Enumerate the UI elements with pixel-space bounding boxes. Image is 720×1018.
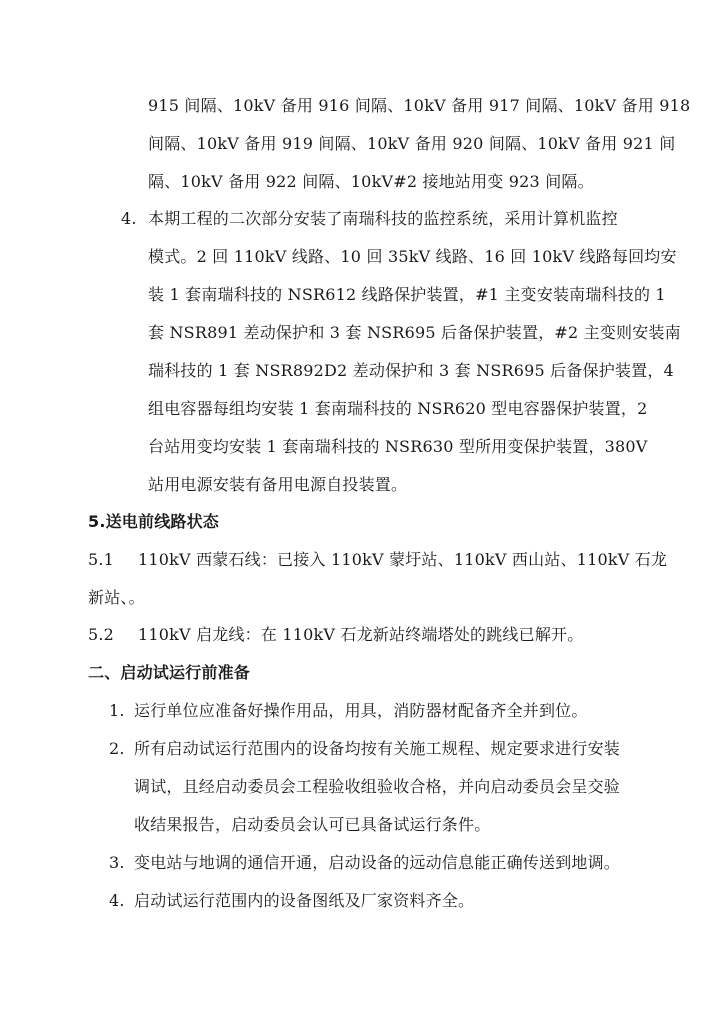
- paragraph-line: 站用电源安装有备用电源自投装置。: [148, 475, 408, 494]
- paragraph-line: 变电站与地调的通信开通，启动设备的远动信息能正确传送到地调。: [134, 853, 621, 872]
- paragraph-line: 运行单位应准备好操作用品，用具，消防器材配备齐全并到位。: [134, 701, 588, 720]
- paragraph-line: 模式。2 回 110kV 线路、10 回 35kV 线路、16 回 10kV 线路每回均安: [148, 247, 677, 266]
- section-heading: 5.送电前线路状态: [88, 512, 220, 531]
- paragraph-line: 组电容器每组均安装 1 套南瑞科技的 NSR620 型电容器保护装置，2: [148, 399, 648, 418]
- section-number: 5.1: [88, 550, 115, 569]
- list-number: 1.: [109, 701, 125, 720]
- paragraph-line: 间隔、10kV 备用 919 间隔、10kV 备用 920 间隔、10kV 备用 921 间: [148, 134, 676, 153]
- list-number: 4.: [121, 209, 137, 228]
- paragraph-line: 所有启动试运行范围内的设备均按有关施工规程、规定要求进行安装: [134, 739, 621, 758]
- paragraph-line: 套 NSR891 差动保护和 3 套 NSR695 后备保护装置，#2 主变则安装南: [148, 323, 681, 342]
- paragraph-line: 装 1 套南瑞科技的 NSR612 线路保护装置，#1 主变安装南瑞科技的 1: [148, 285, 666, 304]
- paragraph-line: 110kV 西蒙石线：已接入 110kV 蒙圩站、110kV 西山站、110kV 石龙: [138, 550, 668, 569]
- section-number: 5.2: [88, 625, 115, 644]
- paragraph-line: 110kV 启龙线：在 110kV 石龙新站终端塔处的跳线已解开。: [138, 625, 584, 644]
- paragraph-line: 调试，且经启动委员会工程验收组验收合格，并向启动委员会呈交验: [134, 777, 621, 796]
- list-number: 4.: [109, 891, 125, 910]
- paragraph-line: 本期工程的二次部分安装了南瑞科技的监控系统，采用计算机监控: [148, 209, 618, 228]
- list-number: 3.: [109, 853, 125, 872]
- paragraph-line: 收结果报告，启动委员会认可已具备试运行条件。: [134, 815, 491, 834]
- paragraph-line: 915 间隔、10kV 备用 916 间隔、10kV 备用 917 间隔、10kV 备用 918: [148, 96, 691, 115]
- list-number: 2.: [109, 739, 125, 758]
- section-heading: 二、启动试运行前准备: [88, 663, 251, 682]
- paragraph-line: 新站、。: [88, 588, 145, 607]
- paragraph-line: 台站用变均安装 1 套南瑞科技的 NSR630 型所用变保护装置，380V: [148, 437, 648, 456]
- paragraph-line: 启动试运行范围内的设备图纸及厂家资料齐全。: [134, 891, 475, 910]
- paragraph-line: 隔、10kV 备用 922 间隔、10kV#2 接地站用变 923 间隔。: [148, 172, 594, 191]
- paragraph-line: 瑞科技的 1 套 NSR892D2 差动保护和 3 套 NSR695 后备保护装置，4: [148, 361, 674, 380]
